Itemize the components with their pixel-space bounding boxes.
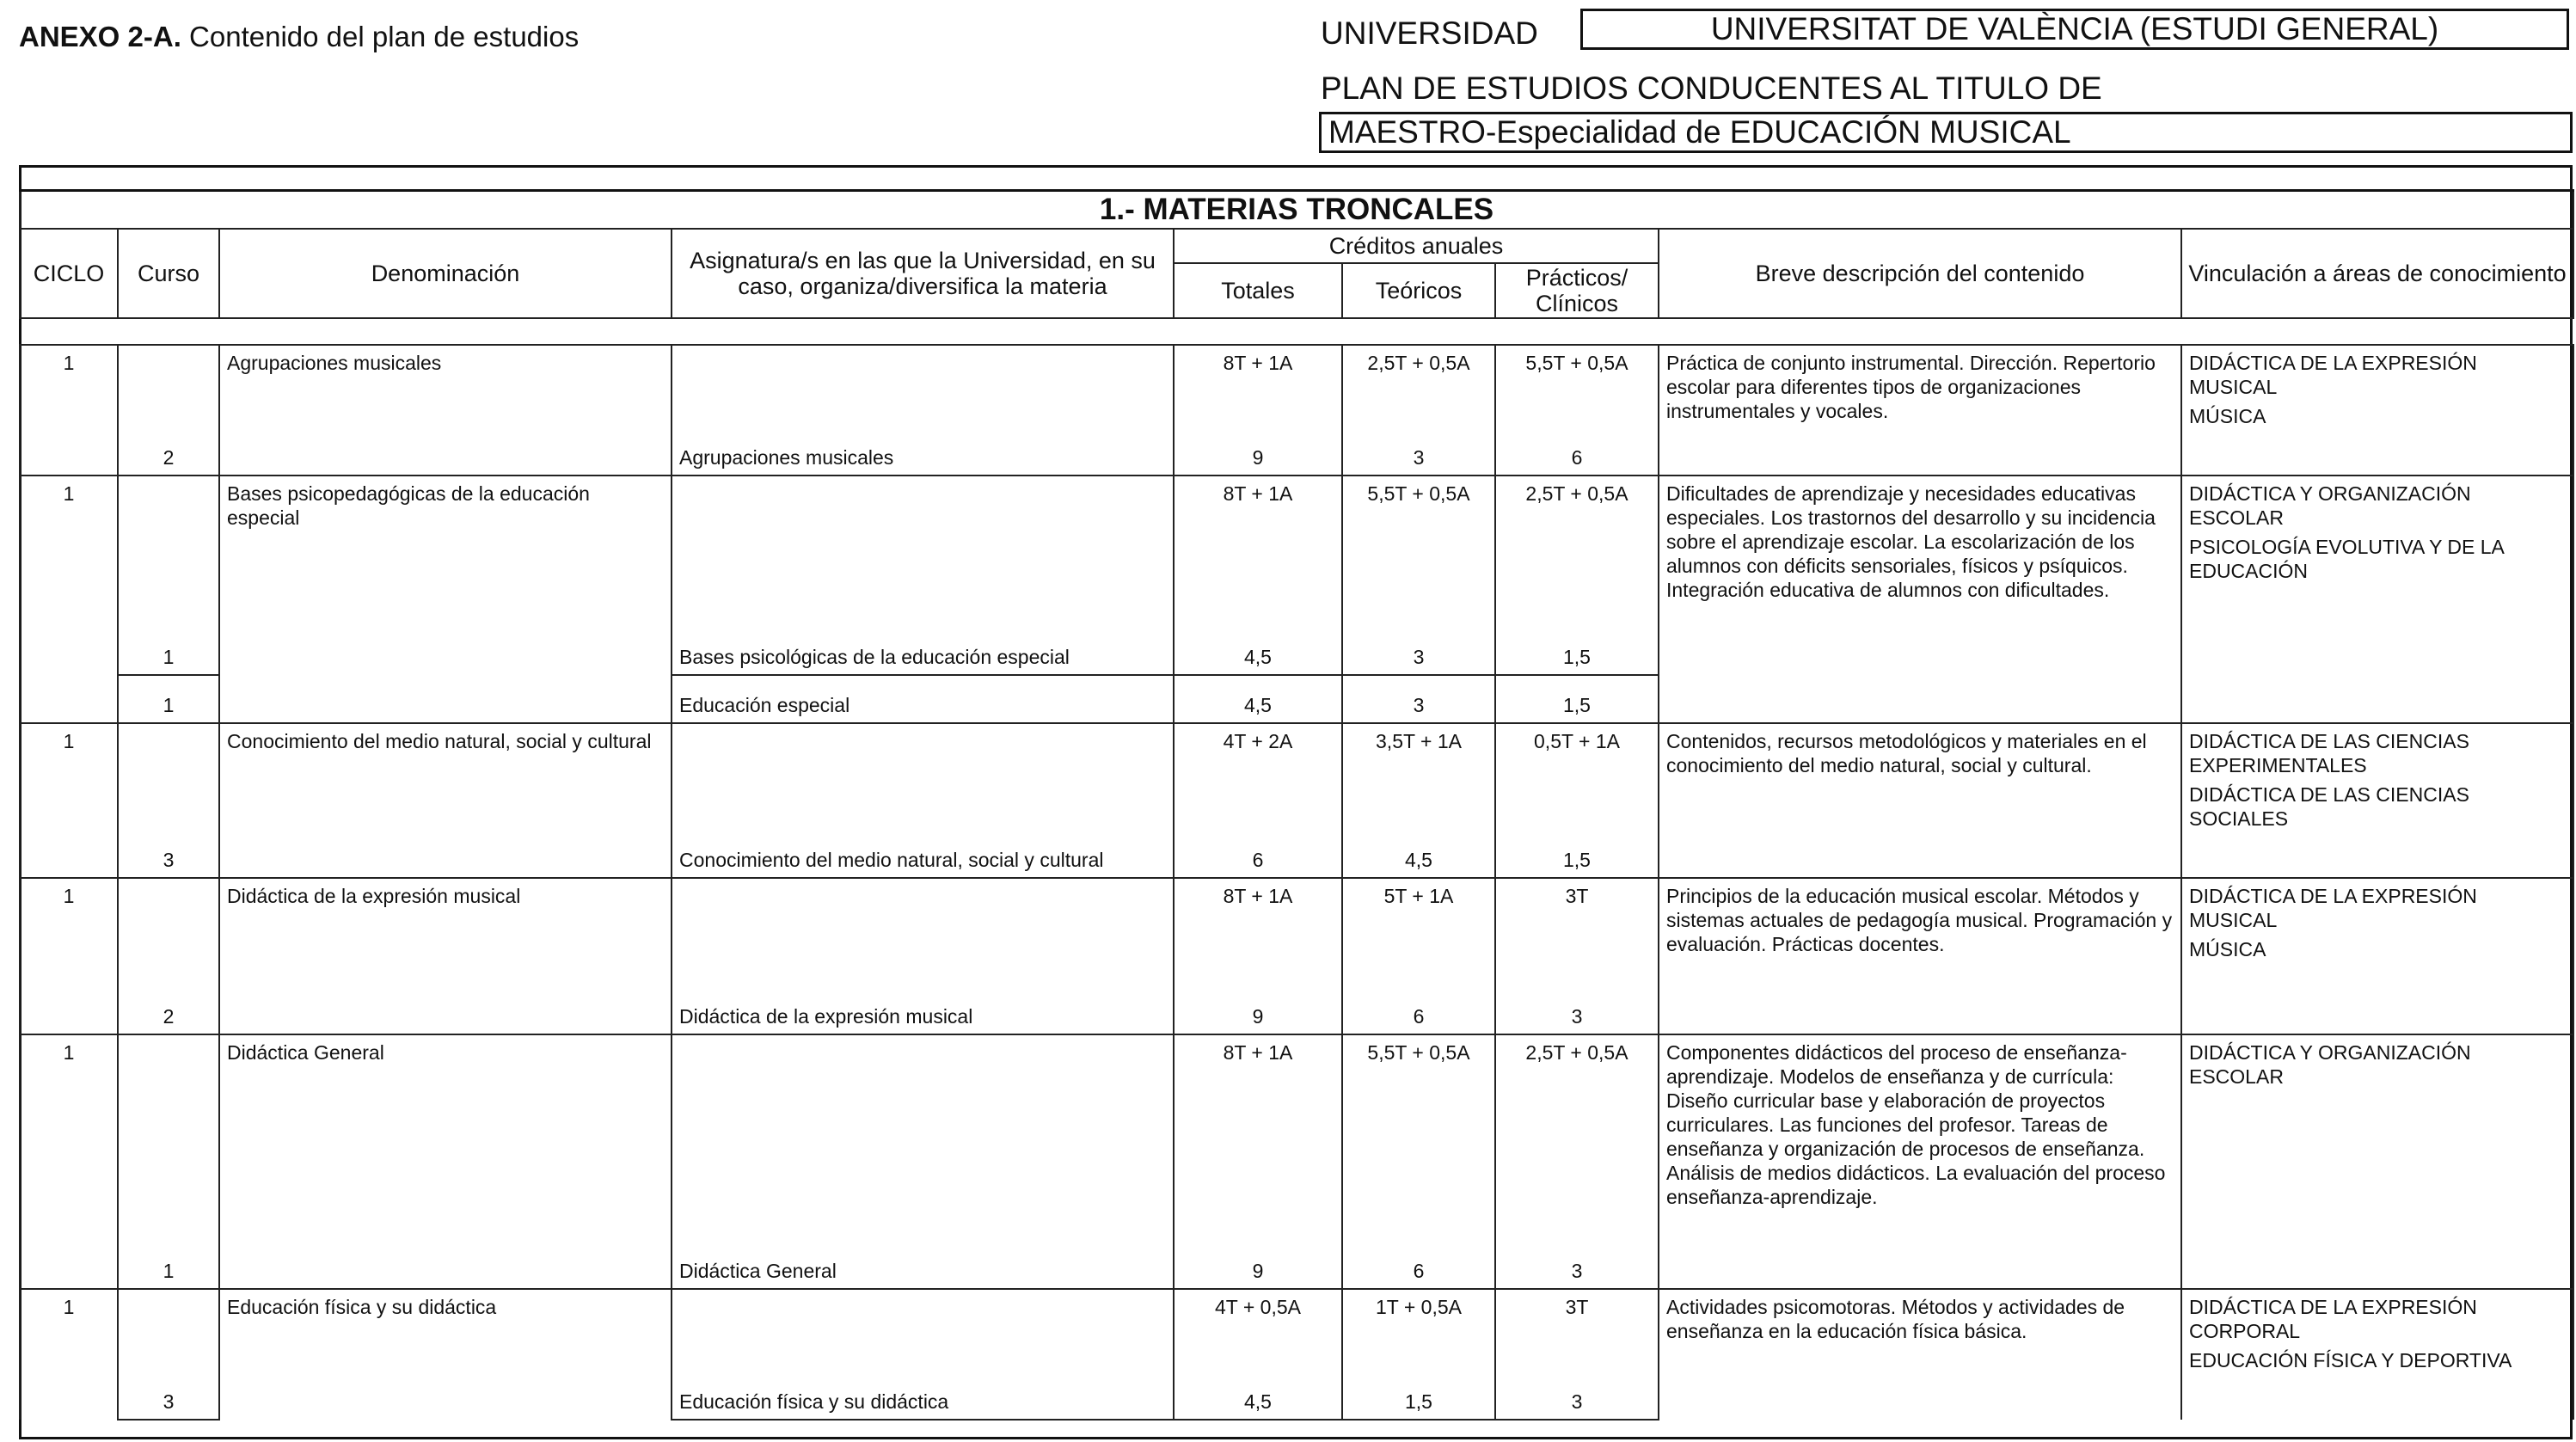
annex-text: Contenido del plan de estudios: [189, 21, 580, 52]
cell-curso-empty: [118, 1034, 219, 1239]
cell-teoricos: 3,5T + 1A: [1342, 723, 1495, 828]
cell-totales: 8T + 1A: [1174, 878, 1342, 986]
cell-curso: 3: [118, 1368, 219, 1420]
col-totales: Totales: [1174, 263, 1342, 318]
col-ciclo: CICLO: [20, 229, 118, 318]
col-curso: Curso: [118, 229, 219, 318]
cell-asignatura: Didáctica de la expresión musical: [672, 986, 1174, 1034]
materia-row: [20, 878, 2573, 986]
cell-denominacion: Didáctica General: [219, 1034, 672, 1289]
cell-sub-teoricos: 3: [1342, 424, 1495, 476]
cell-asignatura: Bases psicológicas de la educación especial: [672, 627, 1174, 675]
cell-sub-practicos: 6: [1495, 424, 1659, 476]
cell-asignatura: Educación física y su didáctica: [672, 1368, 1174, 1420]
cell-practicos: 2,5T + 0,5A: [1495, 476, 1659, 627]
knowledge-area: DIDÁCTICA DE LAS CIENCIAS SOCIALES: [2189, 783, 2469, 831]
cell-asignatura-empty: [672, 723, 1174, 828]
cell-areas: [2181, 345, 2573, 476]
materia-row: [20, 1034, 2573, 1239]
cell-descripcion: Contenidos, recursos metodológicos y materiales en el conocimiento del medio natural, social y cultural.: [1659, 723, 2181, 878]
cell-curso: 3: [118, 828, 219, 878]
knowledge-area: DIDÁCTICA DE LA EXPRESIÓN CORPORAL: [2189, 1296, 2477, 1343]
cell-sub-practicos: 1,5: [1495, 675, 1659, 723]
cell-asignatura: Educación especial: [672, 675, 1174, 723]
cell-asignatura: Agrupaciones musicales: [672, 424, 1174, 476]
col-practicos: Prácticos/ Clínicos: [1495, 263, 1659, 318]
cell-ciclo: 1: [20, 1034, 118, 1289]
cell-sub-totales: 4,5: [1174, 627, 1342, 675]
cell-ciclo: 1: [20, 878, 118, 1034]
cell-curso-empty: [118, 723, 219, 828]
cell-asignatura: Conocimiento del medio natural, social y cultural: [672, 828, 1174, 878]
cell-totales: 8T + 1A: [1174, 1034, 1342, 1239]
cell-practicos: 5,5T + 0,5A: [1495, 345, 1659, 424]
cell-sub-totales: 6: [1174, 828, 1342, 878]
cell-totales: 4T + 2A: [1174, 723, 1342, 828]
plan-label: PLAN DE ESTUDIOS CONDUCENTES AL TITULO DE: [1321, 71, 2102, 106]
cell-totales: 4T + 0,5A: [1174, 1289, 1342, 1368]
cell-descripcion: Componentes didácticos del proceso de enseñanza-aprendizaje. Modelos de enseñanza y de currícula: Diseño curricular base y elaboración de proyectos curriculares. Las funciones del profesor. Tareas de enseñanza y organización de procesos de enseñanza. Análisis de medios didácticos. La evaluación del proceso enseñanza-aprendizaje.: [1659, 1034, 2181, 1289]
knowledge-area: EDUCACIÓN FÍSICA Y DEPORTIVA: [2189, 1349, 2512, 1372]
col-descripcion: Breve descripción del contenido: [1659, 229, 2181, 318]
cell-curso-empty: [118, 345, 219, 424]
knowledge-area: MÚSICA: [2189, 405, 2266, 428]
cell-curso-empty: [118, 476, 219, 627]
cell-practicos: 0,5T + 1A: [1495, 723, 1659, 828]
annex-label: ANEXO 2-A.: [19, 21, 181, 52]
cell-curso: 2: [118, 986, 219, 1034]
cell-teoricos: 5T + 1A: [1342, 878, 1495, 986]
cell-curso-empty: [118, 1289, 219, 1368]
cell-teoricos: 5,5T + 0,5A: [1342, 476, 1495, 627]
cell-ciclo: 1: [20, 723, 118, 878]
cell-descripcion: Práctica de conjunto instrumental. Dirección. Repertorio escolar para diferentes tipos de organizaciones instrumentales y vocales.: [1659, 345, 2181, 476]
cell-sub-totales: 9: [1174, 986, 1342, 1034]
cell-totales: 8T + 1A: [1174, 345, 1342, 424]
cell-totales: 8T + 1A: [1174, 476, 1342, 627]
university-label: UNIVERSIDAD: [1321, 15, 1538, 51]
cell-sub-practicos: 3: [1495, 986, 1659, 1034]
cell-sub-totales: 4,5: [1174, 675, 1342, 723]
materias-table: [19, 344, 2574, 1421]
cell-teoricos: 5,5T + 0,5A: [1342, 1034, 1495, 1239]
cell-areas: [2181, 1289, 2573, 1420]
knowledge-area: MÚSICA: [2189, 938, 2266, 961]
knowledge-area: DIDÁCTICA DE LAS CIENCIAS EXPERIMENTALES: [2189, 730, 2469, 777]
cell-ciclo: 1: [20, 476, 118, 723]
cell-sub-practicos: 1,5: [1495, 627, 1659, 675]
cell-sub-practicos: 3: [1495, 1368, 1659, 1420]
cell-curso: 1: [118, 1239, 219, 1289]
cell-sub-totales: 9: [1174, 1239, 1342, 1289]
cell-teoricos: 2,5T + 0,5A: [1342, 345, 1495, 424]
cell-asignatura-empty: [672, 878, 1174, 986]
cell-curso: 2: [118, 424, 219, 476]
col-asignatura: Asignatura/s en las que la Universidad, en su caso, organiza/diversifica la materia: [672, 229, 1174, 318]
cell-denominacion: Educación física y su didáctica: [219, 1289, 672, 1420]
cell-descripcion: Dificultades de aprendizaje y necesidades educativas especiales. Los trastornos del desarrollo y su incidencia sobre el aprendizaje escolar. La escolarización de los alumnos con déficits sensoriales, físicos y psíquicos. Integración educativa de alumnos con dificultades.: [1659, 476, 2181, 723]
cell-sub-teoricos: 1,5: [1342, 1368, 1495, 1420]
col-teoricos: Teóricos: [1342, 263, 1495, 318]
cell-ciclo: 1: [20, 345, 118, 476]
cell-sub-totales: 4,5: [1174, 1368, 1342, 1420]
col-denominacion: Denominación: [219, 229, 672, 318]
cell-practicos: 2,5T + 0,5A: [1495, 1034, 1659, 1239]
cell-asignatura-empty: [672, 476, 1174, 627]
annex-heading: [19, 21, 579, 53]
materia-row: [20, 476, 2573, 627]
cell-denominacion: Conocimiento del medio natural, social y cultural: [219, 723, 672, 878]
cell-sub-teoricos: 6: [1342, 986, 1495, 1034]
cell-sub-teoricos: 6: [1342, 1239, 1495, 1289]
table-header: [19, 189, 2574, 319]
cell-sub-teoricos: 3: [1342, 675, 1495, 723]
materia-row: [20, 345, 2573, 424]
cell-sub-practicos: 3: [1495, 1239, 1659, 1289]
knowledge-area: PSICOLOGÍA EVOLUTIVA Y DE LA EDUCACIÓN: [2189, 536, 2504, 583]
university-name: UNIVERSITAT DE VALÈNCIA (ESTUDI GENERAL): [1580, 9, 2569, 50]
cell-areas: [2181, 723, 2573, 878]
cell-curso: 1: [118, 627, 219, 675]
cell-practicos: 3T: [1495, 878, 1659, 986]
col-creditos: Créditos anuales: [1174, 229, 1659, 263]
col-vinculacion: Vinculación a áreas de conocimiento: [2181, 229, 2573, 318]
cell-practicos: 3T: [1495, 1289, 1659, 1368]
cell-denominacion: Bases psicopedagógicas de la educación especial: [219, 476, 672, 723]
cell-curso: 1: [118, 675, 219, 723]
cell-asignatura: Didáctica General: [672, 1239, 1174, 1289]
cell-teoricos: 1T + 0,5A: [1342, 1289, 1495, 1368]
knowledge-area: DIDÁCTICA DE LA EXPRESIÓN MUSICAL: [2189, 885, 2477, 932]
cell-ciclo: 1: [20, 1289, 118, 1420]
cell-sub-teoricos: 3: [1342, 627, 1495, 675]
cell-denominacion: Didáctica de la expresión musical: [219, 878, 672, 1034]
table-title: 1.- MATERIAS TRONCALES: [20, 191, 2573, 230]
degree-title: MAESTRO-Especialidad de EDUCACIÓN MUSICAL: [1319, 112, 2573, 153]
cell-asignatura-empty: [672, 1289, 1174, 1368]
materia-row: [20, 723, 2573, 828]
cell-areas: [2181, 878, 2573, 1034]
cell-areas: [2181, 1034, 2573, 1289]
cell-curso-empty: [118, 878, 219, 986]
cell-sub-practicos: 1,5: [1495, 828, 1659, 878]
cell-denominacion: Agrupaciones musicales: [219, 345, 672, 476]
cell-sub-teoricos: 4,5: [1342, 828, 1495, 878]
materia-row: [20, 1289, 2573, 1368]
cell-descripcion: Actividades psicomotoras. Métodos y actividades de enseñanza en la educación física básica.: [1659, 1289, 2181, 1420]
cell-sub-totales: 9: [1174, 424, 1342, 476]
cell-asignatura-empty: [672, 345, 1174, 424]
cell-asignatura-empty: [672, 1034, 1174, 1239]
cell-areas: [2181, 476, 2573, 723]
knowledge-area: DIDÁCTICA Y ORGANIZACIÓN ESCOLAR: [2189, 482, 2471, 530]
knowledge-area: DIDÁCTICA Y ORGANIZACIÓN ESCOLAR: [2189, 1041, 2471, 1089]
knowledge-area: DIDÁCTICA DE LA EXPRESIÓN MUSICAL: [2189, 352, 2477, 399]
cell-descripcion: Principios de la educación musical escolar. Métodos y sistemas actuales de pedagogía musical. Programación y evaluación. Prácticas docentes.: [1659, 878, 2181, 1034]
